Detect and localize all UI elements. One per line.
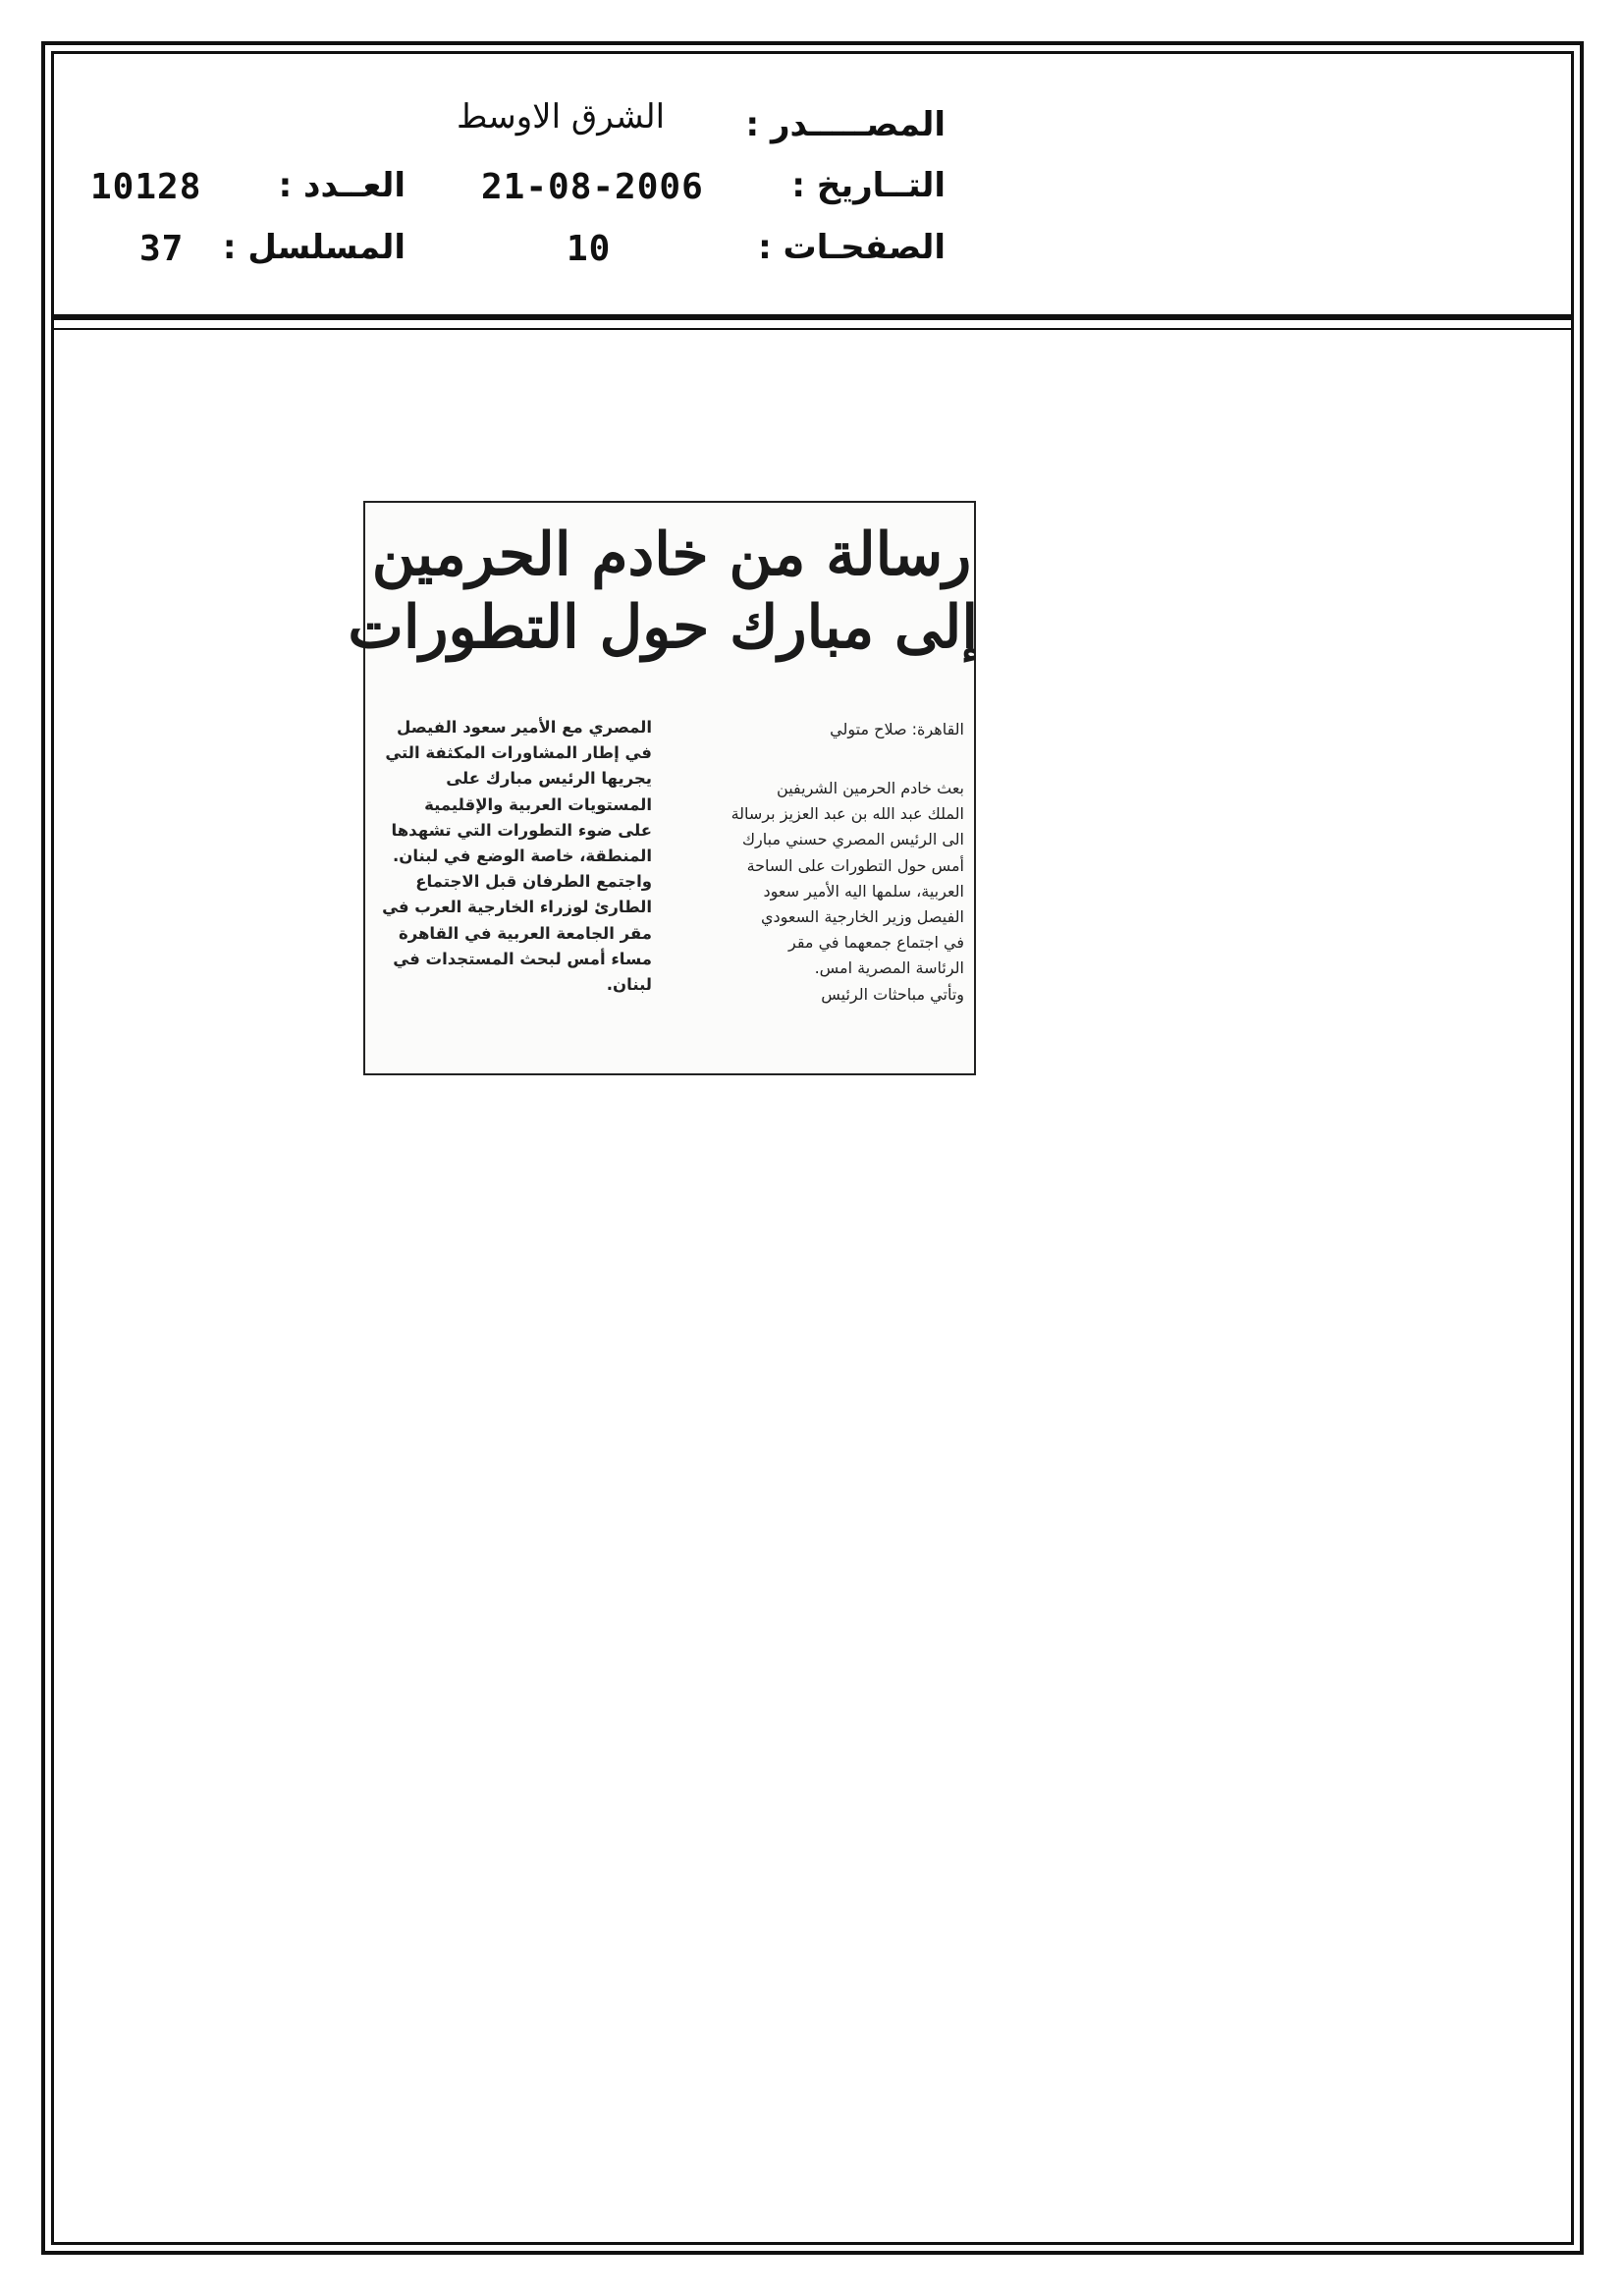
source-label: المصـــــدر : [745, 105, 946, 144]
pages-label: الصفحـات : [758, 228, 946, 267]
serial-label: المسلسل : [222, 228, 406, 267]
issue-value: 10128 [90, 167, 202, 207]
article-line: الرئاسة المصرية امس. [814, 958, 964, 978]
issue-label: العــدد : [278, 166, 406, 205]
article-line: لبنان. [606, 975, 652, 995]
article-line: المصري مع الأمير سعود الفيصل [397, 718, 652, 737]
article-line: العربية، سلمها اليه الأمير سعود [763, 881, 964, 901]
article-line: أمس حول التطورات على الساحة [746, 855, 964, 875]
article-line: في اجتماع جمعهما في مقر [788, 933, 964, 953]
article-byline: القاهرة: صلاح متولي [830, 720, 964, 738]
article-line: واجتمع الطرفان قبل الاجتماع [415, 872, 652, 892]
article-line: المنطقة، خاصة الوضع في لبنان. [392, 847, 652, 866]
article-line: مساء أمس لبحث المستجدات في [393, 949, 652, 968]
article-line: المستويات العربية والإقليمية [424, 794, 652, 814]
article-line: في إطار المشاورات المكثفة التي [385, 743, 652, 763]
article-line: يجريها الرئيس مبارك على [446, 769, 652, 789]
article-line: الطارئ لوزراء الخارجية العرب في [382, 898, 652, 917]
inner-frame [51, 51, 1574, 2245]
article-line: بعث خادم الحرمين الشريفين [777, 779, 964, 797]
headline-line-2: إلى مبارك حول التطورات [348, 593, 978, 662]
news-clipping [348, 501, 978, 1075]
header-divider-thin [51, 328, 1574, 330]
article-line: الملك عبد الله بن عبد العزيز برسالة [730, 804, 964, 824]
article-line: مقر الجامعة العربية في القاهرة [398, 923, 652, 943]
article-column-left [373, 715, 652, 998]
article-column-right [677, 776, 964, 1008]
article-line: على ضوء التطورات التي تشهدها [391, 820, 652, 840]
serial-value: 37 [139, 229, 185, 269]
article-line: الى الرئيس المصري حسني مبارك [741, 830, 964, 849]
pages-value: 10 [567, 229, 612, 269]
source-value: الشرق الاوسط [457, 97, 666, 137]
header-divider-thick [51, 314, 1574, 320]
article-line: الفيصل وزير الخارجية السعودي [761, 907, 964, 927]
date-value: 21-08-2006 [481, 167, 704, 207]
article-line: وتأتي مباحثات الرئيس [821, 984, 964, 1004]
headline-line-1: رسالة من خادم الحرمين [371, 520, 972, 589]
date-label: التــاريخ : [791, 166, 946, 205]
